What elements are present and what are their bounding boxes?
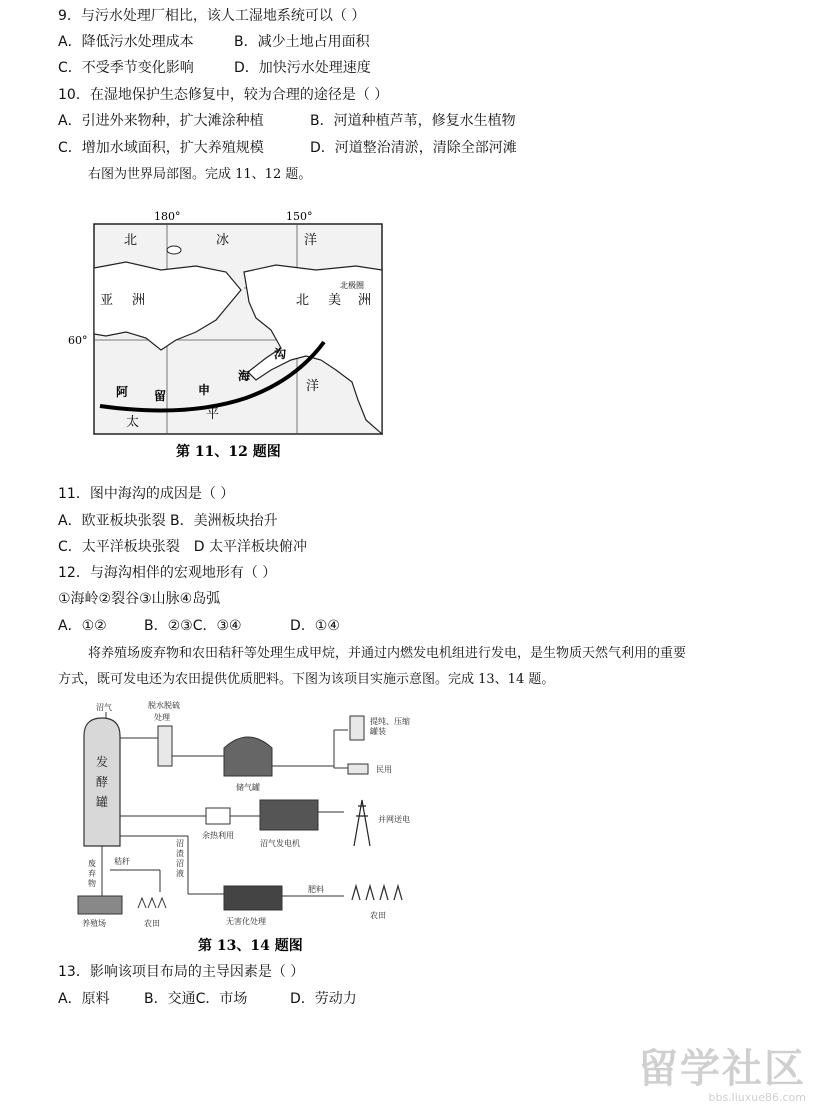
label-zhazha4: 液 <box>176 869 184 878</box>
label-wu: 物 <box>88 879 96 888</box>
q12-items: ①海岭②裂谷③山脉④岛弧 <box>58 591 221 607</box>
arctic-circle-label: 北极圈 <box>340 281 364 290</box>
tank-label-fa: 发 <box>95 755 109 769</box>
label-chuqiguan: 储气罐 <box>236 783 260 792</box>
intro-11-12: 右图为世界局部图。完成 11、12 题。 <box>88 167 312 182</box>
gas-storage-tank <box>224 737 272 776</box>
watermark <box>638 1047 806 1104</box>
label-zhazha2: 渣 <box>176 849 184 858</box>
label-nongtian: 农田 <box>144 919 160 928</box>
label-zhazha1: 沼 <box>176 839 184 848</box>
map-figure <box>66 210 396 472</box>
q11-options-ab: A．欧亚板块张裂 B．美洲板块抬升 <box>58 513 278 529</box>
map-label-hai: 海 <box>238 369 251 383</box>
power-pylon <box>354 800 370 846</box>
q9-option-c: C．不受季节变化影响 <box>58 60 194 76</box>
stove <box>348 764 368 774</box>
map-label-bing: 冰 <box>216 233 230 248</box>
label-yure: 余热利用 <box>202 831 234 840</box>
map-label-zhou1: 洲 <box>132 293 146 308</box>
harmless-treatment-unit <box>224 886 282 910</box>
map-label-bei: 北 <box>124 233 138 248</box>
q10-option-b: B．河道种植芦苇，修复水生植物 <box>310 113 516 129</box>
label-fadianji: 沼气发电机 <box>260 839 300 848</box>
wrangel-island <box>167 246 181 254</box>
q10-options-ab <box>58 111 516 131</box>
lat-60-label: 60° <box>68 334 88 347</box>
q12-option-d: D．①④ <box>290 618 340 634</box>
label-tuoshui: 脱水脱硫 <box>148 701 180 710</box>
q12-option-bc: B．②③C．③④ <box>144 618 242 634</box>
q9-options-cd <box>58 58 371 78</box>
label-wuhai: 无害化处理 <box>226 917 266 926</box>
desulfurization-unit <box>158 726 172 766</box>
tank-label-guan: 罐 <box>95 795 109 809</box>
q12-options <box>58 616 340 636</box>
label-feiliao: 肥料 <box>308 885 324 894</box>
q12-option-a: A．①② <box>58 618 107 634</box>
map-label-mei: 美 <box>328 293 342 308</box>
q11-options-cd: C．太平洋板块张裂 D 太平洋板块俯冲 <box>58 539 308 555</box>
q10-options-cd <box>58 138 517 158</box>
label-fei: 废 <box>88 859 96 868</box>
label-tichun1: 提纯、压缩 <box>370 717 410 726</box>
q9-options-ab <box>58 32 370 52</box>
map-label-shen: 申 <box>198 383 211 397</box>
map-label-yang2: 洋 <box>306 379 320 394</box>
map-label-tai: 太 <box>126 415 140 430</box>
label-jiegan: 秸秆 <box>114 857 130 866</box>
field-crops-1 <box>138 898 166 908</box>
field-crops-2 <box>352 886 402 900</box>
map-label-yang: 洋 <box>304 233 318 248</box>
label-chuli: 处理 <box>154 713 170 722</box>
map-label-ya: 亚 <box>100 293 114 308</box>
label-tichun2: 罐装 <box>370 727 386 736</box>
q12-stem: 12．与海沟相伴的宏观地形有（ ） <box>58 565 277 581</box>
q13-stem: 13．影响该项目布局的主导因素是（ ） <box>58 964 305 980</box>
biogas-diagram <box>64 696 454 958</box>
q9-option-a: A．降低污水处理成本 <box>58 34 194 50</box>
diagram-caption: 第 13、14 题图 <box>198 938 303 954</box>
q10-option-a: A．引进外来物种，扩大滩涂种植 <box>58 113 264 129</box>
label-bingwang: 并网送电 <box>378 815 410 824</box>
q10-stem: 10．在湿地保护生态修复中，较为合理的途径是（ ） <box>58 87 389 103</box>
label-minyong: 民用 <box>376 765 392 774</box>
label-nongtian2: 农田 <box>370 911 386 920</box>
q13-option-bc: B．交通C．市场 <box>144 991 248 1007</box>
label-zhazha3: 沼 <box>176 859 184 868</box>
q13-options <box>58 989 357 1009</box>
map-label-ping: 平 <box>206 407 220 422</box>
q9-option-b: B．减少土地占用面积 <box>234 34 370 50</box>
q13-option-d: D．劳动力 <box>290 991 357 1007</box>
map-label-a: 阿 <box>116 385 129 399</box>
intro-13-14-line1: 将养殖场废弃物和农田秸秆等处理生成甲烷，并通过内燃发电机组进行发电，是生物质天然气利用的重要 <box>88 646 687 661</box>
tank-label-jiao: 酵 <box>95 775 109 789</box>
label-qi: 弃 <box>88 869 96 878</box>
q10-option-d: D．河道整治清淤，清除全部河滩 <box>310 140 517 156</box>
label-yangzhichang: 养殖场 <box>82 919 106 928</box>
map-label-gou: 沟 <box>274 347 287 361</box>
watermark-sub: bbs.liuxue86.com <box>708 1091 806 1104</box>
q9-stem: 9．与污水处理厂相比，该人工湿地系统可以（ ） <box>58 8 366 24</box>
map-caption: 第 11、12 题图 <box>176 444 281 460</box>
q13-option-a: A．原料 <box>58 991 110 1007</box>
intro-13-14-line2: 方式，既可发电还为农田提供优质肥料。下图为该项目实施示意图。完成 13、14 题。 <box>58 672 555 687</box>
lon-150-label: 150° <box>286 210 313 223</box>
map-label-liu: 留 <box>154 389 167 403</box>
lon-180-label: 180° <box>154 210 181 223</box>
livestock-farm <box>78 896 122 914</box>
map-label-zhou2: 洲 <box>358 293 372 308</box>
biogas-generator <box>260 800 318 830</box>
q10-option-c: C．增加水域面积，扩大养殖规模 <box>58 140 264 156</box>
q11-stem: 11．图中海沟的成因是（ ） <box>58 486 235 502</box>
label-zhaoqi: 沼气 <box>96 703 112 712</box>
gas-cylinder <box>350 716 364 740</box>
map-label-bei2: 北 <box>296 293 310 308</box>
watermark-main: 留学社区 <box>638 1046 806 1092</box>
waste-heat-unit <box>206 808 230 824</box>
q9-option-d: D．加快污水处理速度 <box>234 60 371 76</box>
